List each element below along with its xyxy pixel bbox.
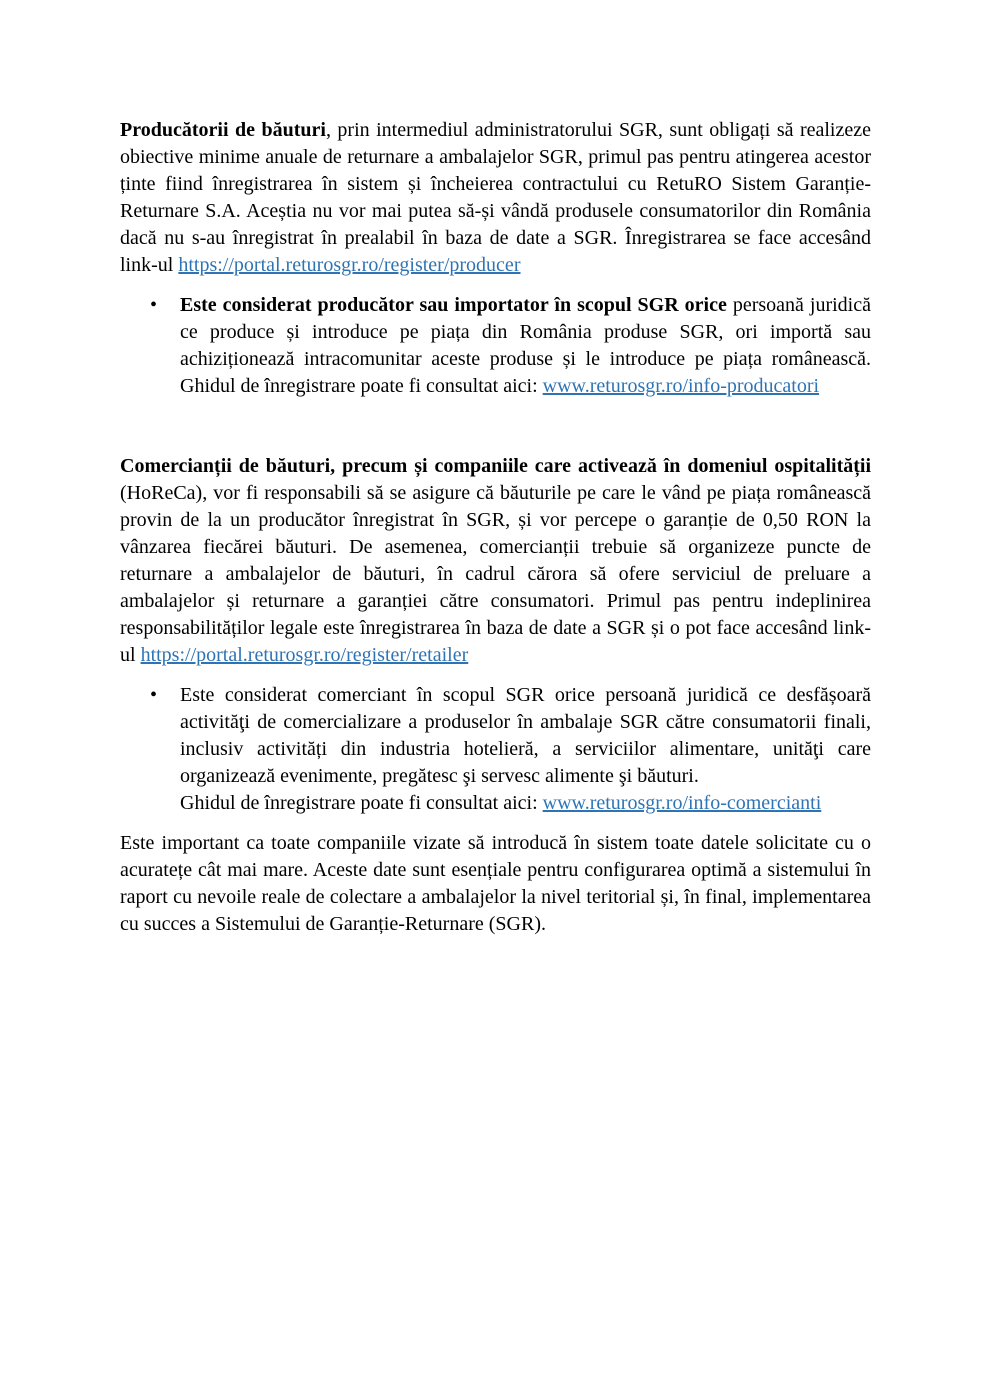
- bullet-icon: •: [150, 684, 158, 706]
- producer-definition-body-text: persoană juridică ce produce și introduce pe piața din România produse SGR, ori importă sau achiziționează intracomunitar aceste produse și le introduce pe piața românească. Ghidul de înregistrare poate fi consultat aici:: [180, 294, 871, 397]
- retailer-definition-list: [120, 682, 871, 817]
- retailers-bold-lead: Comercianții de băuturi, precum și companiile care activează în domeniul ospitalității: [120, 455, 871, 477]
- producer-portal-link[interactable]: https://portal.returosgr.ro/register/producer: [178, 254, 521, 276]
- retailers-body-text: (HoReCa), vor fi responsabili să se asigure că băuturile pe care le vând pe piața românească provin de la un producător înregistrat în SGR, și vor percepe o garanție de 0,50 RON la vânzarea fiecărei băuturi. De asemenea, comercianții trebuie să organizeze puncte de returnare a ambalajelor de băuturi, în cadrul cărora să ofere serviciul de preluare a ambalajelor și returnare a garanției către consumatori. Primul pas pentru indeplinirea responsabilităților legale este înregistrarea în baza de date a SGR și o pot face accesând link-ul: [120, 482, 871, 666]
- retailer-info-link[interactable]: www.returosgr.ro/info-comercianti: [542, 792, 822, 814]
- retailer-definition-item: [120, 682, 871, 817]
- producers-bold-lead: Producătorii de băuturi: [120, 119, 326, 141]
- producer-definition-bold-lead: Este considerat producător sau importator în scopul SGR orice: [180, 294, 727, 316]
- paragraph-retailers: [120, 453, 871, 669]
- closing-body-text: Este important ca toate companiile vizate să introducă în sistem toate datele solicitate cu o acuratețe cât mai mare. Aceste date sunt esențiale pentru configurarea optimă a sistemului în raport cu nevoile reale de colectare a ambalajelor la nivel teritorial și, în final, implementarea cu succes a Sistemului de Garanție-Returnare (SGR).: [120, 832, 871, 935]
- paragraph-producers: [120, 117, 871, 279]
- producers-body-text: , prin intermediul administratorului SGR, sunt obligați să realizeze obiective minime anuale de returnare a ambalajelor SGR, primul pas pentru atingerea acestor ținte fiind înregistrarea în sistem și încheierea contractului cu RetuRO Sistem Garanție-Returnare S.A. Aceștia nu vor mai putea să-și vândă produsele consumatorilor din România dacă nu s-au înregistrat în prealabil în baza de date a SGR. Înregistrarea se face accesând link-ul: [120, 119, 872, 276]
- bullet-icon: •: [150, 294, 158, 316]
- producer-definition-item: [120, 292, 871, 400]
- retailer-portal-link[interactable]: https://portal.returosgr.ro/register/retailer: [140, 644, 469, 666]
- producer-info-link[interactable]: www.returosgr.ro/info-producatori: [542, 375, 820, 397]
- retailer-definition-body-text: Este considerat comerciant în scopul SGR orice persoană juridică ce desfășoară activităţi de comercializare a produselor în ambalaje SGR către consumatorii finali, inclusiv activități din industria hotelieră, a serviciilor alimentare, unităţi care organizează evenimente, pregătesc şi servesc alimente şi băuturi.: [180, 684, 871, 787]
- producer-definition-list: [120, 292, 871, 400]
- blank-paragraph: [120, 413, 871, 440]
- paragraph-closing: [120, 830, 871, 938]
- retailer-guide-label: Ghidul de înregistrare poate fi consultat aici:: [180, 792, 543, 814]
